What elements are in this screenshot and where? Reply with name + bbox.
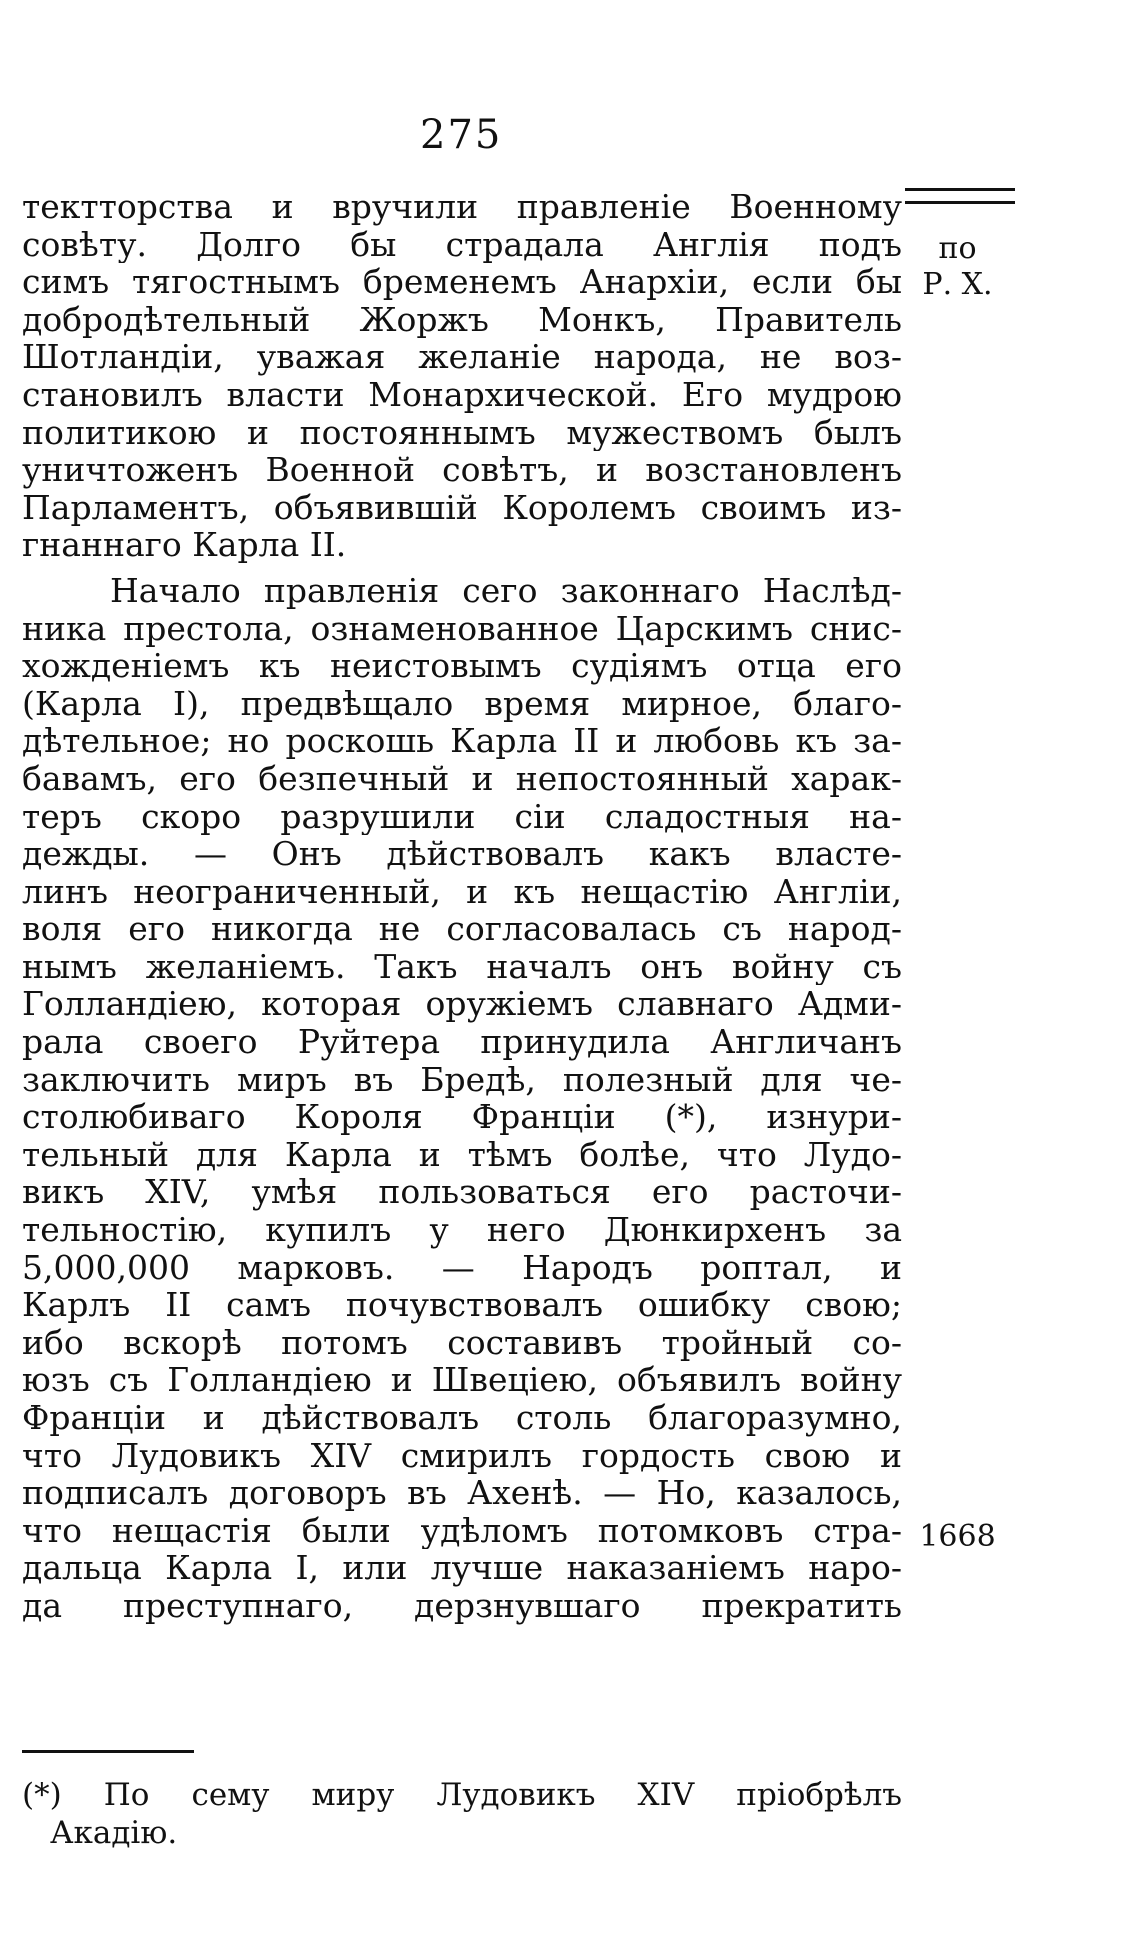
text-line: уничтоженъ Военной совѣтъ, и возстановленъ	[22, 451, 902, 489]
text-line: ибо вскорѣ потомъ составивъ тройный со-	[22, 1323, 902, 1362]
text-line: Начало правленія сего законнаго Наслѣд-	[110, 571, 902, 610]
text-line: 5,000,000 марковъ. — Народъ роптал, и	[22, 1248, 902, 1287]
footnote-line: Акадію.	[50, 1814, 178, 1851]
text-line: хожденіемъ къ неистовымъ судіямъ отца его	[22, 647, 902, 685]
text-line: ника престола, ознаменованное Царскимъ снис-	[22, 609, 902, 648]
text-line: теръ скоро разрушили сіи сладостныя на-	[22, 797, 902, 836]
text-line: заключить миръ въ Бредѣ, полезный для че-	[22, 1060, 902, 1099]
text-line: Шотландіи, уважая желаніе народа, не воз-	[22, 338, 902, 376]
text-line: гнаннаго Карла II.	[22, 526, 347, 564]
text-line: линъ неограниченный, и къ нещастію Англіи,	[22, 872, 902, 911]
text-line: Франціи и дѣйствовалъ столь благоразумно,	[22, 1399, 902, 1437]
text-line: добродѣтельный Жоржъ Монкъ, Правитель	[22, 300, 902, 339]
footnote-rule	[22, 1750, 194, 1753]
text-line: становилъ власти Монархической. Его мудрою	[22, 375, 902, 414]
text-line: что нещастія были удѣломъ потомковъ стра-	[22, 1511, 902, 1550]
footnote-line: (*) По сему миру Лудовикъ XIV пріобрѣлъ	[22, 1777, 902, 1813]
text-line: нымъ желаніемъ. Такъ началъ онъ войну съ	[22, 947, 902, 986]
text-line: тельностію, купилъ у него Дюнкирхенъ за	[22, 1211, 902, 1249]
text-line: политикою и постояннымъ мужествомъ былъ	[22, 413, 902, 452]
main-text	[22, 188, 902, 1625]
paragraph-2	[22, 572, 902, 1625]
margin-era-top: по	[938, 231, 977, 266]
text-line: что Лудовикъ XIV смирилъ гордость свою и	[22, 1436, 902, 1475]
footnote	[22, 1775, 902, 1853]
text-line: юзъ съ Голландіею и Швеціею, объявилъ войну	[22, 1361, 902, 1399]
text-line: тектторства и вручили правленіе Военному	[22, 188, 902, 226]
text-line: столюбиваго Короля Франціи (*), изнури-	[22, 1098, 902, 1136]
text-line: Карлъ II самъ почувствовалъ ошибку свою;	[22, 1286, 902, 1324]
text-line: дѣтельное; но роскошь Карла II и любовь къ за-	[22, 722, 902, 760]
margin-era-bottom: Р. Х.	[922, 267, 993, 302]
text-line: Голландіею, которая оружіемъ славнаго Адми-	[22, 985, 902, 1024]
margin-double-rule	[905, 188, 1015, 204]
text-line: подписалъ договоръ въ Ахенѣ. — Но, казалось,	[22, 1474, 902, 1512]
margin-year: 1668	[919, 1519, 996, 1554]
text-line: викъ XIV, умѣя пользоваться его расточи-	[22, 1173, 902, 1212]
text-line: совѣту. Долго бы страдала Англія подъ	[22, 225, 902, 264]
text-line: бавамъ, его безпечный и непостоянный харак-	[22, 759, 902, 798]
text-line: воля его никогда не согласовалась съ народ-	[22, 910, 902, 948]
paragraph-1	[22, 188, 902, 564]
text-line: дальца Карла I, или лучше наказаніемъ наро-	[22, 1549, 902, 1587]
text-line: Парламентъ, объявившій Королемъ своимъ из-	[22, 488, 902, 527]
text-line: да преступнаго, дерзнувшаго прекратить	[22, 1586, 902, 1625]
text-line: (Карла I), предвѣщало время мирное, благо-	[22, 684, 902, 723]
text-line: тельный для Карла и тѣмъ болѣе, что Лудо-	[22, 1135, 902, 1174]
text-line: дежды. — Онъ дѣйствовалъ какъ власте-	[22, 835, 902, 873]
text-line: симъ тягостнымъ бременемъ Анархіи, если бы	[22, 263, 902, 301]
page-number: 275	[420, 112, 503, 158]
text-line: рала своего Руйтера принудила Англичанъ	[22, 1023, 902, 1061]
